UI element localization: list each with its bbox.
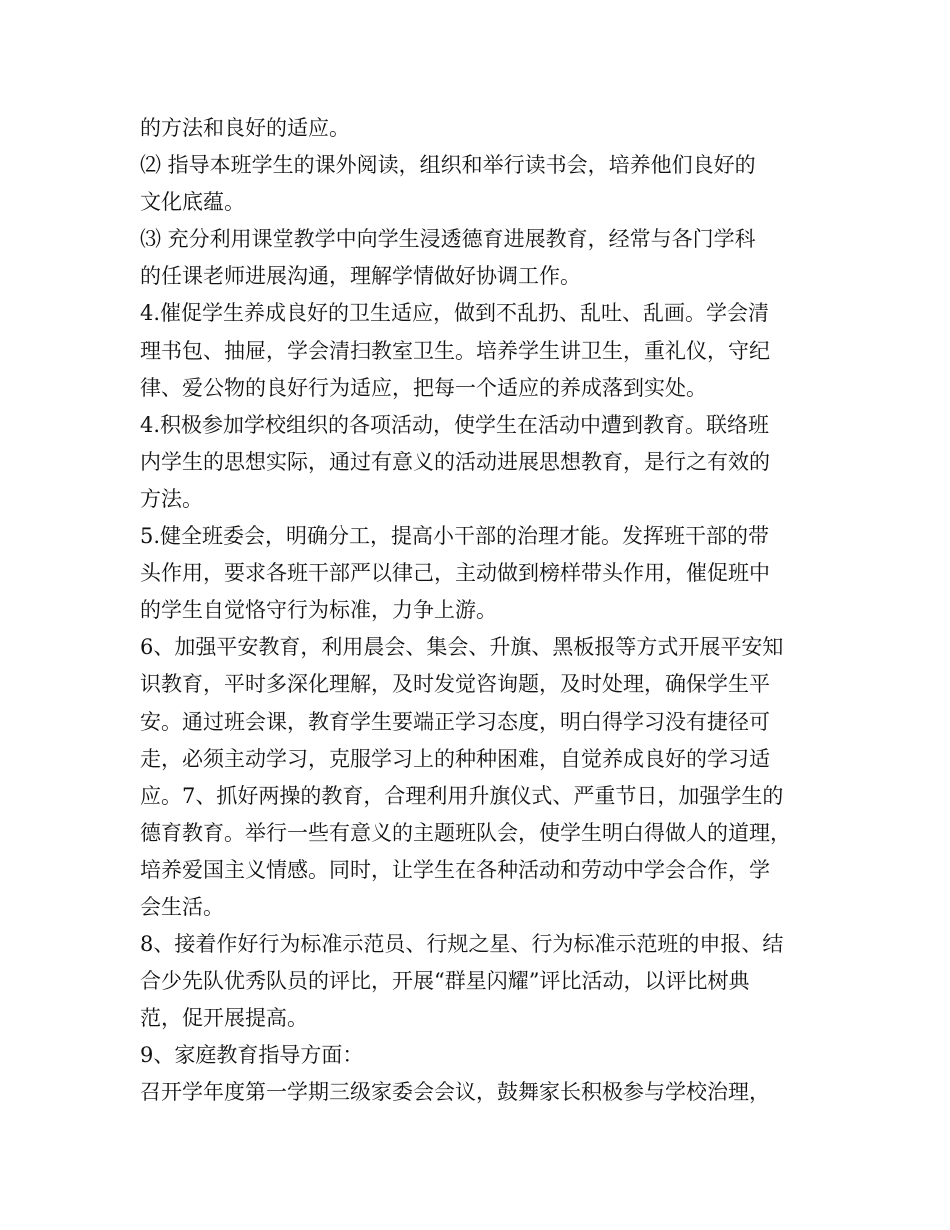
text-line: 4.积极参加学校组织的各项活动，使学生在活动中遭到教育。联络班 [140,412,770,437]
text-line: 走，必须主动学习，克服学习上的种种困难，自觉养成良好的学习适 [140,746,770,771]
text-line: 的方法和良好的适应。 [140,116,350,140]
text-line: 文化底蕴。 [140,190,245,215]
text-line: 8、接着作好行为标准示范员、行规之星、行为标准示范班的申报、结 [140,932,784,957]
text-line: 培养爱国主义情感。同时，让学生在各种活动和劳动中学会合作，学 [140,857,770,882]
text-line: 会生活。 [140,894,224,919]
text-line: 的任课老师进展沟通，理解学情做好协调工作。 [140,264,581,289]
text-line: 4.催促学生养成良好的卫生适应，做到不乱扔、乱吐、乱画。学会清 [140,301,770,326]
text-line: ⑵ 指导本班学生的课外阅读，组织和举行读书会，培养他们良好的 [140,153,756,178]
text-line: 德育教育。举行一些有意义的主题班队会，使学生明白得做人的道理， [140,820,791,845]
text-line: 内学生的思想实际，通过有意义的活动进展思想教育，是行之有效的 [140,449,770,474]
text-line: 的学生自觉恪守行为标准，力争上游。 [140,598,497,623]
text-line: 合少先队优秀队员的评比，开展“群星闪耀”评比活动，以评比树典 [140,969,750,994]
text-line: 识教育，平时多深化理解，及时发觉咨询题，及时处理，确保学生平 [140,672,770,697]
text-line: 安。通过班会课，教育学生要端正学习态度，明白得学习没有捷径可 [140,709,770,734]
text-line: 头作用，要求各班干部严以律己，主动做到榜样带头作用，催促班中 [140,561,770,586]
text-line: 召开学年度第一学期三级家委会会议，鼓舞家长积极参与学校治理， [140,1080,770,1105]
text-line: 理书包、抽屉，学会清扫教室卫生。培养学生讲卫生，重礼仪，守纪 [140,338,770,363]
document-body [140,110,830,1112]
text-line: 5.健全班委会，明确分工，提高小干部的治理才能。发挥班干部的带 [140,524,770,549]
text-line: 律、爱公物的良好行为适应，把每一个适应的养成落到实处。 [140,375,707,400]
text-line: 6、加强平安教育，利用晨会、集会、升旗、黑板报等方式开展平安知 [140,635,784,660]
text-line: 应。7、抓好两操的教育，合理利用升旗仪式、严重节日，加强学生的 [140,783,784,808]
text-line: 范，促开展提高。 [140,1006,308,1031]
text-line: 9、家庭教育指导方面： [140,1043,364,1068]
text-line: 方法。 [140,486,203,511]
text-line: ⑶ 充分利用课堂教学中向学生浸透德育进展教育，经常与各门学科 [140,227,756,252]
